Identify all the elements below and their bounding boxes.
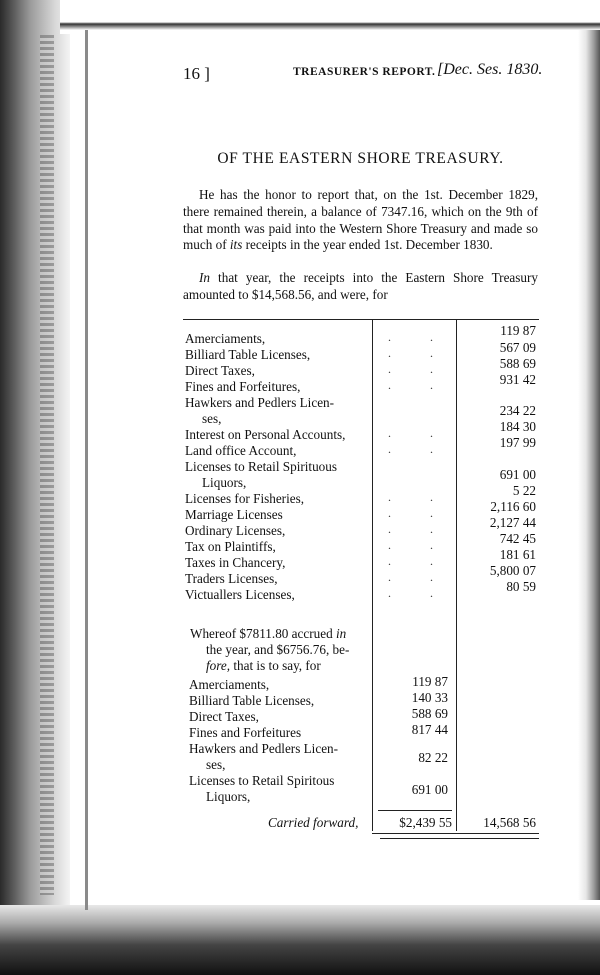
row-amount: 588 69 bbox=[499, 356, 536, 371]
row-label: Hawkers and Pedlers Licen- bbox=[185, 395, 335, 410]
carried-forward-subtotal: $2,439 55 bbox=[399, 815, 452, 830]
row-label-continuation: Liquors, bbox=[202, 475, 247, 490]
table-bottom-rule bbox=[372, 833, 539, 834]
section-title: OF THE EASTERN SHORE TREASURY. bbox=[217, 150, 504, 167]
row-label: Licenses to Retail Spirituous bbox=[185, 459, 338, 474]
table-column-rule-2 bbox=[456, 319, 457, 831]
whereof-row-label: Hawkers and Pedlers Licen- bbox=[189, 741, 339, 756]
row-label: Marriage Licenses bbox=[185, 507, 283, 522]
row-amount: 80 59 bbox=[506, 579, 536, 594]
whereof-line-3: fore, that is to say, for bbox=[206, 658, 321, 673]
row-amount: 691 00 bbox=[499, 467, 536, 482]
row-amount: 5,800 07 bbox=[489, 563, 536, 578]
row-amount: 119 87 bbox=[500, 323, 536, 338]
subtotal-rule bbox=[378, 810, 452, 811]
whereof-row-label: Direct Taxes, bbox=[189, 709, 259, 724]
whereof-row-amount: 140 33 bbox=[411, 690, 448, 705]
whereof-row-amount: 588 69 bbox=[411, 706, 448, 721]
running-head: TREASURER'S REPORT. bbox=[293, 66, 436, 78]
row-label: Land office Account, bbox=[185, 443, 297, 458]
scan-right-edge bbox=[578, 30, 600, 900]
page-fold-line bbox=[85, 30, 88, 910]
scan-top-edge bbox=[60, 0, 600, 34]
whereof-row-label: Licenses to Retail Spiritous bbox=[189, 773, 335, 788]
scan-bottom-edge bbox=[0, 905, 600, 975]
row-amount: 184 30 bbox=[499, 419, 536, 434]
table-double-rule bbox=[380, 838, 539, 839]
scan-left-edge bbox=[0, 0, 70, 975]
row-amount: 197 99 bbox=[499, 435, 536, 450]
row-label: Amerciaments, bbox=[185, 331, 266, 346]
receipts-paragraph: In that year, the receipts into the Eastern Shore Treasury amounted to $14,568.56, and were, for bbox=[183, 270, 538, 302]
row-amount: 234 22 bbox=[499, 403, 536, 418]
whereof-row-label: Billiard Table Licenses, bbox=[189, 693, 315, 708]
whereof-row-amount: 119 87 bbox=[412, 674, 448, 689]
row-label: Direct Taxes, bbox=[185, 363, 255, 378]
row-label-continuation: ses, bbox=[202, 411, 222, 426]
row-amount: 2,116 60 bbox=[490, 499, 536, 514]
carried-forward-label: Carried forward, bbox=[268, 815, 359, 830]
whereof-row-amount: 691 00 bbox=[411, 782, 448, 797]
row-amount: 181 61 bbox=[499, 547, 536, 562]
whereof-row-amount: 817 44 bbox=[411, 722, 448, 737]
carried-forward-total: 14,568 56 bbox=[483, 815, 536, 830]
row-amount: 567 09 bbox=[499, 340, 536, 355]
row-amount: 931 42 bbox=[499, 372, 536, 387]
page-number: 16 ] bbox=[183, 64, 210, 83]
whereof-row-label-continuation: Liquors, bbox=[206, 789, 251, 804]
table-top-rule bbox=[183, 319, 539, 320]
row-amount: 2,127 44 bbox=[489, 515, 536, 530]
row-amount: 5 22 bbox=[512, 483, 536, 498]
row-label: Victuallers Licenses, bbox=[185, 587, 295, 602]
table-column-rule-1 bbox=[372, 319, 373, 831]
intro-paragraph: He has the honor to report that, on the 1st. December 1829, there remained therein, a balance of 7347.16, which on the 9th of that month was paid into the Western Shore Treasury and made so much of its receipts in the year ended 1st. December 1830. bbox=[183, 187, 538, 253]
whereof-row-amount: 82 22 bbox=[418, 750, 448, 765]
whereof-row-label: Fines and Forfeitures bbox=[189, 725, 302, 740]
row-amount: 742 45 bbox=[499, 531, 536, 546]
row-label: Interest on Personal Accounts, bbox=[185, 427, 346, 442]
row-label: Taxes in Chancery, bbox=[185, 555, 286, 570]
row-label: Tax on Plaintiffs, bbox=[185, 539, 276, 554]
whereof-line-2: the year, and $6756.76, be- bbox=[206, 642, 350, 657]
whereof-row-label-continuation: ses, bbox=[206, 757, 226, 772]
row-label: Traders Licenses, bbox=[185, 571, 278, 586]
row-label: Ordinary Licenses, bbox=[185, 523, 286, 538]
whereof-row-label: Amerciaments, bbox=[189, 677, 270, 692]
row-label: Licenses for Fisheries, bbox=[185, 491, 305, 506]
whereof-line-1: Whereof $7811.80 accrued in bbox=[190, 626, 347, 641]
session-label: [Dec. Ses. 1830. bbox=[437, 61, 543, 78]
row-label: Billiard Table Licenses, bbox=[185, 347, 311, 362]
row-label: Fines and Forfeitures, bbox=[185, 379, 301, 394]
